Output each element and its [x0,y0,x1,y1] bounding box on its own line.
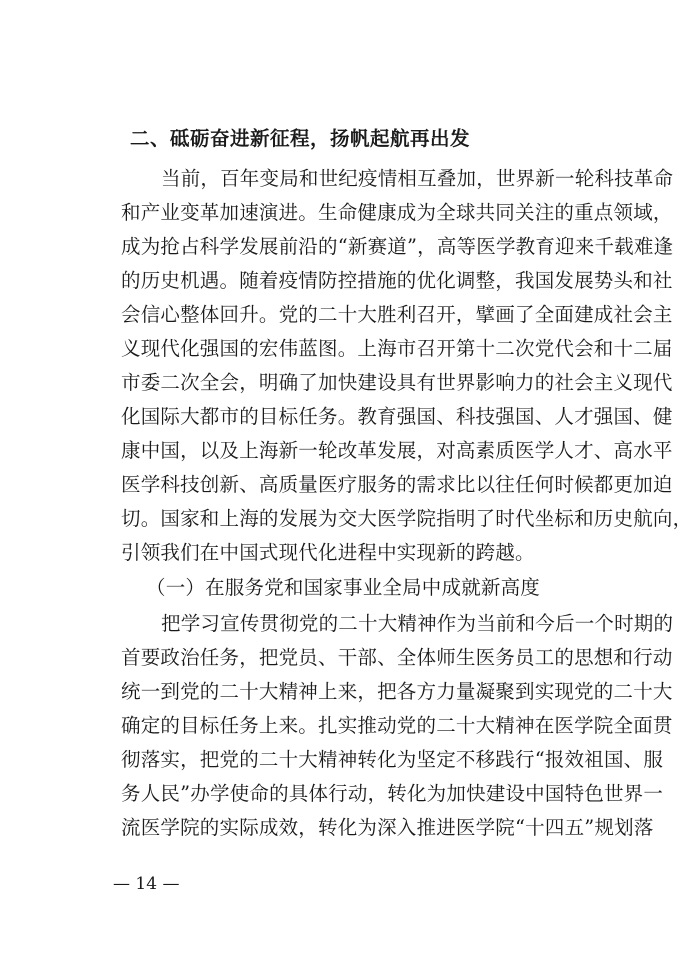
paragraph-1-line-11: 切。国家和上海的发展为交大医学院指明了时代坐标和历史航向， [121,507,692,530]
paragraph-2-line-3: 统一到党的二十大精神上来，把各方力量凝聚到实现党的二十大 [121,680,673,703]
paragraph-2-line-5: 彻落实，把党的二十大精神转化为坚定不移践行“报效祖国、服 [121,748,664,771]
paragraph-2-line-6: 务人民”办学使命的具体行动，转化为加快建设中国特色世界一 [121,782,664,805]
paragraph-2-line-4: 确定的目标任务上来。扎实推动党的二十大精神在医学院全面贯 [121,714,673,737]
paragraph-2-line-2: 首要政治任务，把党员、干部、全体师生医务员工的思想和行动 [121,646,673,669]
paragraph-1-line-8: 化国际大都市的目标任务。教育强国、科技强国、人才强国、健 [121,405,673,428]
paragraph-1-line-7: 市委二次全会，明确了加快建设具有世界影响力的社会主义现代 [121,371,673,394]
paragraph-1-line-5: 会信心整体回升。党的二十大胜利召开，擘画了全面建成社会主 [121,303,673,326]
paragraph-1-line-4: 的历史机遇。随着疫情防控措施的优化调整，我国发展势头和社 [121,269,673,292]
paragraph-1-line-2: 和产业变革加速演进。生命健康成为全球共同关注的重点领域， [121,201,673,224]
subsection-heading: （一）在服务党和国家事业全局中成就新高度 [146,576,541,599]
paragraph-1-line-10: 医学科技创新、高质量医疗服务的需求比以往任何时候都更加迫 [121,473,673,496]
paragraph-1-line-9: 康中国，以及上海新一轮改革发展，对高素质医学人才、高水平 [121,439,673,462]
paragraph-2-line-1: 把学习宣传贯彻党的二十大精神作为当前和今后一个时期的 [161,612,674,635]
paragraph-1-line-3: 成为抢占科学发展前沿的“新赛道”，高等医学教育迎来千载难逢 [121,235,674,258]
paragraph-2-line-7: 流医学院的实际成效，转化为深入推进医学院“十四五”规划落 [121,816,654,839]
paragraph-1-line-1: 当前，百年变局和世纪疫情相互叠加，世界新一轮科技革命 [161,167,674,190]
paragraph-1-line-6: 义现代化强国的宏伟蓝图。上海市召开第十二次党代会和十二届 [121,337,673,360]
page-number: — 14 — [113,874,180,894]
section-heading: 二、砥砺奋进新征程，扬帆起航再出发 [130,127,471,150]
paragraph-1-line-12: 引领我们在中国式现代化进程中实现新的跨越。 [121,541,535,564]
